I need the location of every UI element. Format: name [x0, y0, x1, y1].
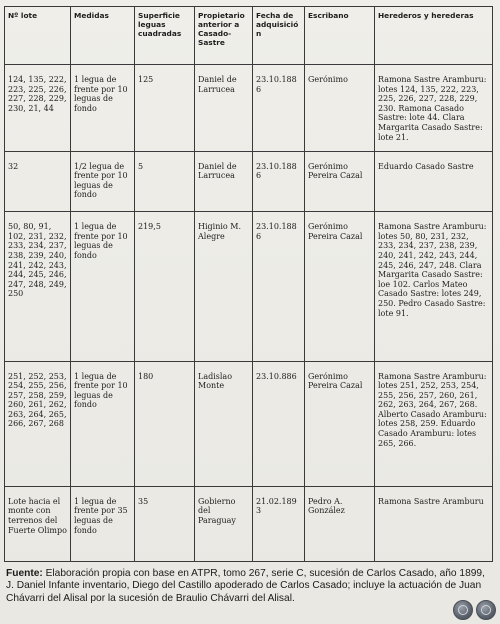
cell-medidas: 1 legua de frente por 10 leguas de fondo — [71, 65, 135, 152]
header-escribano: Escribano — [305, 7, 375, 65]
cell-lote: 251, 252, 253, 254, 255, 256, 257, 258, 259, 260, 261, 262, 263, 264, 265, 266, 267, 268 — [5, 361, 71, 486]
cell-escribano: Gerónimo Pereira Cazal — [305, 212, 375, 361]
cell-lote: 50, 80, 91, 102, 231, 232, 233, 234, 237, 238, 239, 240, 241, 242, 243, 244, 245, 246, 247, 248, 249, 250 — [5, 212, 71, 361]
cell-escribano: Gerónimo Pereira Cazal — [305, 361, 375, 486]
table-header-row — [5, 7, 493, 65]
cell-herederos: Eduardo Casado Sastre — [375, 151, 493, 212]
cell-lote: Lote hacia el monte con terrenos del Fuerte Olimpo — [5, 486, 71, 561]
seal-logo-icon — [476, 600, 496, 620]
cell-propietario: Daniel de Larrucea — [195, 65, 253, 152]
cell-medidas: 1 legua de frente por 10 leguas de fondo — [71, 212, 135, 361]
publisher-logos — [453, 600, 496, 620]
cell-escribano: Gerónimo Pereira Cazal — [305, 151, 375, 212]
cell-propietario: Daniel de Larrucea — [195, 151, 253, 212]
table-row — [5, 151, 493, 212]
cell-herederos: Ramona Sastre Aramburu: lotes 251, 252, 253, 254, 255, 256, 257, 260, 261, 262, 263, 264, 267, 268. Alberto Casado Aramburu: lotes 258, 259. Eduardo Casado Aramburu: lotes 265, 266. — [375, 361, 493, 486]
footnote-label: Fuente: — [6, 568, 43, 579]
cell-herederos: Ramona Sastre Aramburu: lotes 124, 135, 222, 223, 225, 226, 227, 228, 229, 230. Ramona Casado Sastre: lote 44. Clara Margarita Casado Sastre: lote 21. — [375, 65, 493, 152]
cell-medidas: 1 legua de frente por 35 leguas de fondo — [71, 486, 135, 561]
header-medidas: Medidas — [71, 7, 135, 65]
cell-herederos: Ramona Sastre Aramburu — [375, 486, 493, 561]
header-propietario: Propietario anterior a Casado-Sastre — [195, 7, 253, 65]
source-footnote — [6, 568, 494, 605]
cell-lote: 124, 135, 222, 223, 225, 226, 227, 228, 229, 230, 21, 44 — [5, 65, 71, 152]
table-row — [5, 486, 493, 561]
footnote-text: Elaboración propia con base en ATPR, tomo 267, serie C, sucesión de Carlos Casado, año 1899, J. Daniel Infante inventario, Diego del Castillo apoderado de Carlos Casado; incluye la actuación de Juan Chávarri del Alisal por la sucesión de Braulio Chávarri del Alisal. — [6, 568, 485, 604]
cell-fecha: 23.10.1886 — [253, 212, 305, 361]
cell-superficie: 5 — [135, 151, 195, 212]
cell-propietario: Ladislao Monte — [195, 361, 253, 486]
table-row — [5, 361, 493, 486]
header-fecha: Fecha de adquisición — [253, 7, 305, 65]
cell-propietario: Gobierno del Paraguay — [195, 486, 253, 561]
cell-escribano: Gerónimo — [305, 65, 375, 152]
cell-superficie: 35 — [135, 486, 195, 561]
cell-propietario: Higinio M. Alegre — [195, 212, 253, 361]
cell-superficie: 125 — [135, 65, 195, 152]
cell-fecha: 23.10.1886 — [253, 65, 305, 152]
cell-escribano: Pedro A. González — [305, 486, 375, 561]
header-superficie: Superficie leguas cuadradas — [135, 7, 195, 65]
cell-fecha: 23.10.886 — [253, 361, 305, 486]
cell-lote: 32 — [5, 151, 71, 212]
header-herederos: Herederos y herederas — [375, 7, 493, 65]
cell-fecha: 21.02.1893 — [253, 486, 305, 561]
cell-herederos: Ramona Sastre Aramburu: lotes 50, 80, 231, 232, 233, 234, 237, 238, 239, 240, 241, 242, 243, 244, 245, 246, 247, 248. Clara Margarita Casado Sastre: loe 102. Carlos Mateo Casado Sastre: lotes 249, 250. Pedro Casado Sastre: lote 91. — [375, 212, 493, 361]
lotes-table — [4, 6, 493, 562]
cell-superficie: 219,5 — [135, 212, 195, 361]
cell-medidas: 1 legua de frente por 10 leguas de fondo — [71, 361, 135, 486]
cell-superficie: 180 — [135, 361, 195, 486]
cell-medidas: 1/2 legua de frente por 10 leguas de fondo — [71, 151, 135, 212]
cell-fecha: 23.10.1886 — [253, 151, 305, 212]
table-row — [5, 212, 493, 361]
header-lote: Nº lote — [5, 7, 71, 65]
table-row — [5, 65, 493, 152]
seal-logo-icon — [453, 600, 473, 620]
